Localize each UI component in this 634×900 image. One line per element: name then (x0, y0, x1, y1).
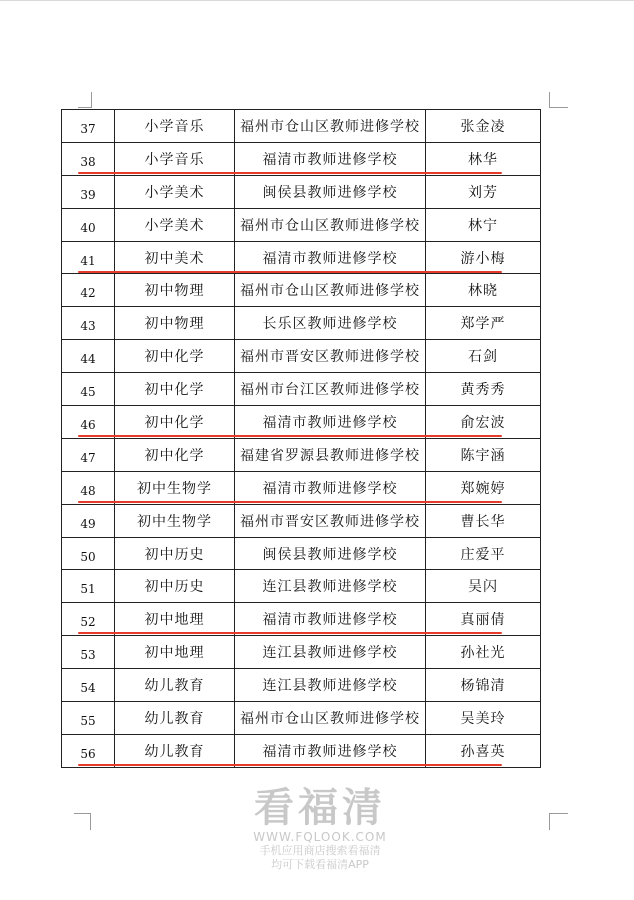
red-underline (78, 172, 502, 174)
subject-cell: 初中化学 (115, 438, 235, 471)
teacher-name-cell: 曹长华 (426, 504, 541, 537)
row-number: 42 (62, 274, 115, 307)
school-cell: 闽侯县教师进修学校 (235, 175, 426, 208)
subject-cell: 初中物理 (115, 274, 235, 307)
red-underline (78, 632, 502, 634)
school-cell: 福州市仓山区教师进修学校 (235, 110, 426, 143)
subject-cell: 初中物理 (115, 307, 235, 340)
school-cell: 福清市教师进修学校 (235, 406, 426, 439)
subject-cell: 初中化学 (115, 406, 235, 439)
red-underline (78, 435, 502, 437)
corner-mark-bottom-right (549, 813, 568, 830)
subject-cell: 初中化学 (115, 373, 235, 406)
teacher-name-cell: 吴闪 (426, 570, 541, 603)
school-cell: 福清市教师进修学校 (235, 734, 426, 767)
corner-mark-bottom-left (74, 813, 91, 830)
teacher-name-cell: 郑学严 (426, 307, 541, 340)
school-cell: 连江县教师进修学校 (235, 570, 426, 603)
school-cell: 福建省罗源县教师进修学校 (235, 438, 426, 471)
table-row (62, 570, 541, 603)
subject-cell: 初中地理 (115, 603, 235, 636)
teacher-name-cell: 庄爱平 (426, 537, 541, 570)
subject-cell: 小学音乐 (115, 110, 235, 143)
table-row (62, 274, 541, 307)
row-number: 50 (62, 537, 115, 570)
row-number: 56 (62, 734, 115, 767)
row-number: 45 (62, 373, 115, 406)
row-number: 55 (62, 702, 115, 735)
table-row (62, 438, 541, 471)
school-cell: 福清市教师进修学校 (235, 142, 426, 175)
watermark-url: WWW.FQLOOK.COM (253, 830, 387, 844)
school-cell: 连江县教师进修学校 (235, 669, 426, 702)
teacher-name-cell: 吴美玲 (426, 702, 541, 735)
table-row (62, 406, 541, 439)
row-number: 53 (62, 636, 115, 669)
school-cell: 福州市仓山区教师进修学校 (235, 208, 426, 241)
row-number: 52 (62, 603, 115, 636)
teacher-name-cell: 陈宇涵 (426, 438, 541, 471)
teacher-name-cell: 郑婉婷 (426, 471, 541, 504)
subject-cell: 初中生物学 (115, 471, 235, 504)
watermark-line-1: 手机应用商店搜索看福清 (259, 844, 381, 857)
teacher-name-cell: 杨锦清 (426, 669, 541, 702)
red-underline (78, 764, 502, 766)
table-row (62, 241, 541, 274)
table-row (62, 340, 541, 373)
corner-mark-top-right (549, 92, 568, 108)
subject-cell: 初中化学 (115, 340, 235, 373)
subject-cell: 幼儿教育 (115, 669, 235, 702)
subject-cell: 幼儿教育 (115, 734, 235, 767)
subject-cell: 小学美术 (115, 175, 235, 208)
school-cell: 福州市晋安区教师进修学校 (235, 504, 426, 537)
table-row (62, 669, 541, 702)
row-number: 54 (62, 669, 115, 702)
row-number: 44 (62, 340, 115, 373)
teacher-name-cell: 林宁 (426, 208, 541, 241)
table-row (62, 471, 541, 504)
table-row (62, 702, 541, 735)
row-number: 47 (62, 438, 115, 471)
subject-cell: 初中地理 (115, 636, 235, 669)
school-cell: 福州市仓山区教师进修学校 (235, 274, 426, 307)
teacher-name-cell: 游小梅 (426, 241, 541, 274)
row-number: 38 (62, 142, 115, 175)
row-number: 51 (62, 570, 115, 603)
subject-cell: 小学音乐 (115, 142, 235, 175)
teacher-name-cell: 张金凌 (426, 110, 541, 143)
school-cell: 连江县教师进修学校 (235, 636, 426, 669)
teacher-list-table (61, 109, 541, 768)
teacher-name-cell: 刘芳 (426, 175, 541, 208)
table-row (62, 175, 541, 208)
row-number: 37 (62, 110, 115, 143)
table-row (62, 603, 541, 636)
table-row (62, 504, 541, 537)
teacher-name-cell: 林华 (426, 142, 541, 175)
teacher-name-cell: 孙社光 (426, 636, 541, 669)
table-row (62, 636, 541, 669)
row-number: 40 (62, 208, 115, 241)
school-cell: 闽侯县教师进修学校 (235, 537, 426, 570)
page-edge (0, 0, 634, 1)
corner-mark-top-left (78, 92, 92, 108)
subject-cell: 初中美术 (115, 241, 235, 274)
table-row (62, 208, 541, 241)
teacher-name-cell: 石剑 (426, 340, 541, 373)
table-row (62, 373, 541, 406)
row-number: 48 (62, 471, 115, 504)
subject-cell: 初中历史 (115, 537, 235, 570)
table-row (62, 537, 541, 570)
row-number: 49 (62, 504, 115, 537)
school-cell: 福清市教师进修学校 (235, 603, 426, 636)
school-cell: 福州市仓山区教师进修学校 (235, 702, 426, 735)
row-number: 43 (62, 307, 115, 340)
table-row (62, 734, 541, 767)
watermark-line-2: 均可下载看福清APP (271, 858, 369, 871)
table-row (62, 142, 541, 175)
teacher-name-cell: 孙喜英 (426, 734, 541, 767)
row-number: 39 (62, 175, 115, 208)
school-cell: 福州市台江区教师进修学校 (235, 373, 426, 406)
red-underline (78, 501, 502, 503)
subject-cell: 小学美术 (115, 208, 235, 241)
school-cell: 长乐区教师进修学校 (235, 307, 426, 340)
school-cell: 福清市教师进修学校 (235, 471, 426, 504)
row-number: 46 (62, 406, 115, 439)
subject-cell: 初中历史 (115, 570, 235, 603)
teacher-name-cell: 林晓 (426, 274, 541, 307)
red-underline (78, 271, 502, 273)
table-row (62, 110, 541, 143)
teacher-name-cell: 黄秀秀 (426, 373, 541, 406)
table-row (62, 307, 541, 340)
school-cell: 福州市晋安区教师进修学校 (235, 340, 426, 373)
subject-cell: 初中生物学 (115, 504, 235, 537)
subject-cell: 幼儿教育 (115, 702, 235, 735)
watermark (230, 786, 410, 872)
watermark-logo: 看福清 (254, 785, 386, 831)
teacher-name-cell: 真丽倩 (426, 603, 541, 636)
teacher-name-cell: 俞宏波 (426, 406, 541, 439)
school-cell: 福清市教师进修学校 (235, 241, 426, 274)
row-number: 41 (62, 241, 115, 274)
